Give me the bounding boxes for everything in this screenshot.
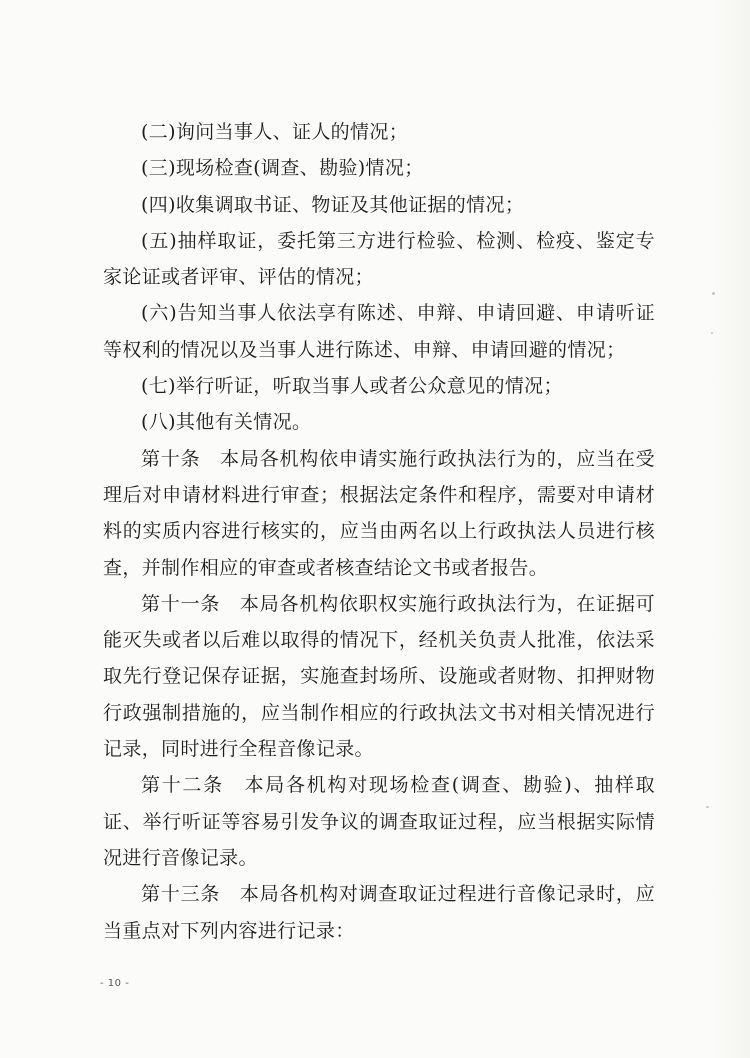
article-13-paragraph: 第十三条 本局各机构对调查取证过程进行音像记录时，应当重点对下列内容进行记录： — [103, 883, 655, 942]
item-evidence-collection-paragraph: (四)收集调取书证、物证及其他证据的情况； — [141, 193, 525, 216]
scan-speck — [706, 806, 709, 808]
item-onsite-inspection-paragraph: (三)现场检查(调查、勘验)情况； — [141, 157, 424, 180]
item-other-paragraph: (八)其他有关情况。 — [141, 411, 312, 434]
item-hearing-paragraph: (七)举行听证，听取当事人或者公众意见的情况； — [141, 375, 563, 398]
document-body — [103, 114, 655, 949]
scan-speck — [712, 292, 715, 295]
article-11-paragraph: 第十一条 本局各机构依职权实施行政执法行为，在证据可能灭失或者以后难以取得的情况下，经机关负责人批准，依法采取先行登记保存证据，实施查封场所、设施或者财物、扣押财物行政强制措施的，应当制作相应的行政执法文书对相关情况进行记录，同时进行全程音像记录。 — [103, 592, 655, 761]
item-sampling-paragraph: (五)抽样取证，委托第三方进行检验、检测、检疫、鉴定专家论证或者评审、评估的情况； — [103, 229, 655, 289]
item-notification-paragraph: (六)告知当事人依法享有陈述、申辩、申请回避、申请听证等权利的情况以及当事人进行陈述、申辩、申请回避的情况； — [103, 302, 655, 361]
article-12-paragraph: 第十二条 本局各机构对现场检查(调查、勘验)、抽样取证、举行听证等容易引发争议的调查取证过程，应当根据实际情况进行音像记录。 — [103, 774, 655, 869]
scan-edge-shading — [712, 0, 750, 1058]
article-10-paragraph: 第十条 本局各机构依申请实施行政执法行为的，应当在受理后对申请材料进行审查；根据法定条件和程序，需要对申请材料的实质内容进行核实的，应当由两名以上行政执法人员进行核查，并制作相应的审查或者核查结论文书或者报告。 — [103, 447, 655, 579]
scan-speck — [711, 332, 713, 334]
item-inquiry-paragraph: (二)询问当事人、证人的情况； — [141, 121, 409, 143]
page-number: - 10 - — [100, 978, 130, 989]
